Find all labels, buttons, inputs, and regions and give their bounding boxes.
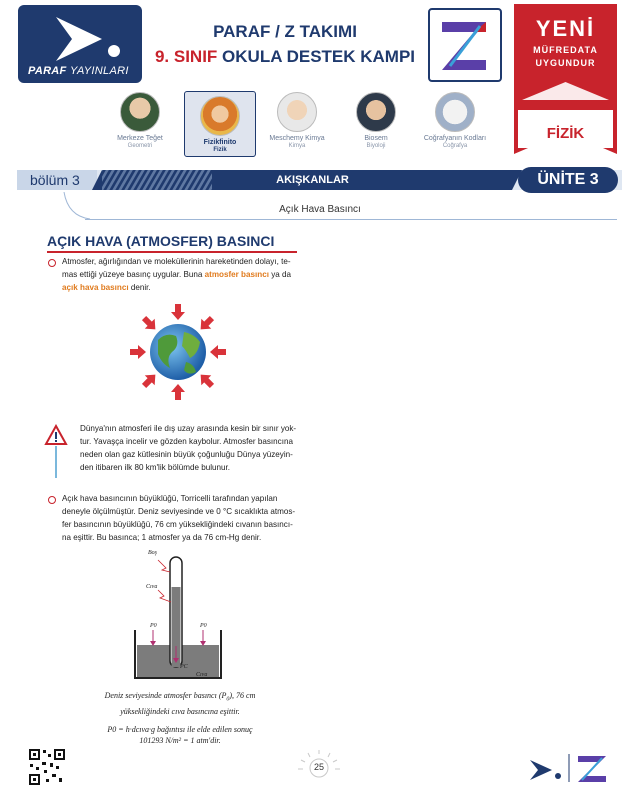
teacher-card-physics[interactable]	[184, 91, 256, 157]
footer-logos	[528, 752, 610, 784]
teacher-name: Coğrafyanın Kodları	[423, 135, 487, 142]
paraf-arrow-icon	[18, 5, 142, 65]
teacher-card-chemistry[interactable]	[262, 92, 332, 149]
text-line: mas ettiği yüzeye basınç uygular. Buna atmosfer basıncı ya da	[62, 270, 292, 279]
earth-pressure-illustration	[128, 302, 228, 402]
text-line: Atmosfer, ağırlığından ve moleküllerinin hareketinden dolayı, te-	[62, 257, 291, 266]
paragraph-atmosphere	[62, 255, 322, 294]
section-subtitle: Açık Hava Basıncı	[279, 204, 361, 215]
bullet-icon	[48, 259, 56, 267]
warning-icon	[44, 424, 68, 480]
teacher-card-geography[interactable]	[420, 92, 490, 149]
publisher-name: PARAF YAYINLARI	[28, 65, 129, 77]
bullet-icon	[48, 496, 56, 504]
teacher-name: Merkeze Teğet	[117, 135, 163, 142]
text-line: na eşittir. Bu basınca; 1 atmosfer ya da 76 cm-Hg denir.	[62, 533, 262, 542]
topic-heading-underline	[47, 251, 297, 253]
subtitle-underline	[85, 219, 617, 220]
z-logo-icon	[430, 10, 500, 80]
ribbon-compatible: UYGUNDUR	[535, 58, 596, 68]
teacher-card-biology[interactable]	[341, 92, 411, 149]
page-number: 25	[313, 762, 324, 772]
label-mercury-basin: Cıva	[196, 672, 208, 678]
header-title-line2: 9. SINIF OKULA DESTEK KAMPI	[154, 47, 416, 66]
text-line: Dünya'nın atmosferi ile dış uzay arasında kesin bir sınır yok-	[80, 424, 297, 433]
label-p0-left: P0	[150, 623, 157, 629]
teacher-subject: Geometri	[127, 143, 153, 149]
qr-code[interactable]	[28, 748, 66, 786]
formula-caption: P0 = h·dcıva·g bağıntısı ile elde edilen sonuç 101293 N/m² = 1 atm'dir.	[107, 725, 253, 745]
text-line: fer basıncının büyüklüğü, 76 cm yüksekliğindeki cıvanın basıncı-	[62, 520, 293, 529]
paragraph-torricelli	[62, 492, 324, 544]
text-line: açık hava basıncı denir.	[62, 283, 151, 292]
label-pc: PC	[180, 664, 188, 670]
subtitle-bracket	[62, 192, 92, 222]
text-line: deneyle ölçülmüştür. Deniz seviyesinde ve 0 °C sıcaklıkta atmos-	[62, 507, 296, 516]
label-mercury-tube: Cıva	[146, 584, 158, 590]
chapter-label: bölüm 3	[30, 172, 80, 188]
avatar	[277, 92, 317, 132]
avatar	[120, 92, 160, 132]
avatar	[200, 96, 240, 136]
text-line: neden olan gaz kütlesinin büyük çoğunluğu Dünya yüzeyin-	[80, 450, 293, 459]
text-line: tur. Yavaşça incelir ve gözden kaybolur. Atmosfer basıncına	[80, 437, 293, 446]
teacher-subject: Kimya	[288, 143, 306, 149]
teacher-name: Meschemy Kimya	[269, 135, 325, 142]
header-title-line1: PARAF / Z TAKIMI	[213, 22, 357, 41]
teacher-card-geometry[interactable]	[105, 92, 175, 149]
text-line: Açık hava basıncının büyüklüğü, Torricelli tarafından yapılan	[62, 494, 278, 503]
z-takimi-logo	[428, 8, 502, 82]
unit-badge: ÜNİTE 3	[518, 167, 618, 193]
teacher-subject: Coğrafya	[442, 143, 468, 149]
ribbon-new: YENİ	[535, 16, 596, 41]
label-p0-right: P0	[200, 623, 207, 629]
ribbon-curriculum: MÜFREDATA	[533, 45, 598, 55]
warning-text	[80, 422, 330, 474]
avatar	[356, 92, 396, 132]
teacher-name: Biosem	[364, 135, 388, 142]
teacher-subject: Biyoloji	[366, 143, 386, 149]
label-empty: Boş	[148, 550, 157, 556]
teacher-name: Fizikfinito	[203, 139, 237, 146]
unit-title: AKIŞKANLAR	[276, 174, 349, 186]
avatar	[435, 92, 475, 132]
ribbon-subject: FİZİK	[546, 125, 585, 142]
topic-heading: AÇIK HAVA (ATMOSFER) BASINCI	[47, 233, 275, 249]
figure-caption: Deniz seviyesinde atmosfer basıncı $(P_0)$, 76 cm yüksekliğindeki cıva basıncına eşittir.	[104, 691, 256, 716]
publisher-logo	[18, 5, 142, 83]
text-line: den itibaren ilk 80 km'lik bölümde bulunur.	[80, 463, 231, 472]
teacher-subject: Fizik	[213, 147, 227, 153]
